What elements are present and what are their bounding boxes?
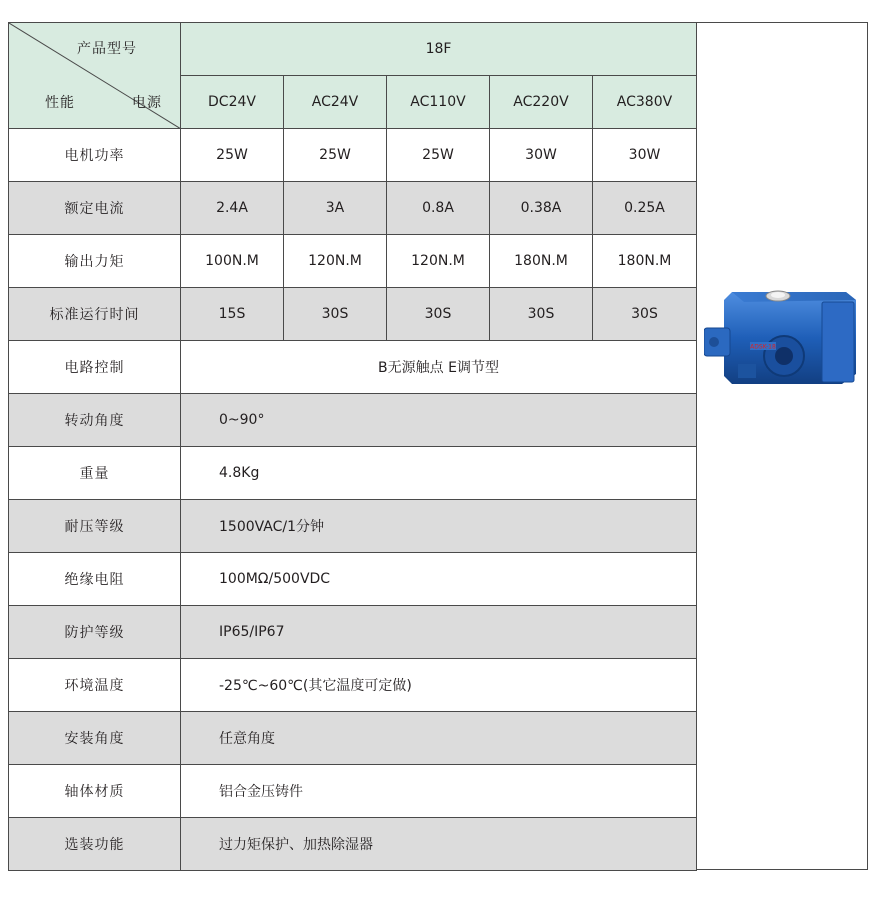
table-row xyxy=(9,553,697,606)
row-label: 选装功能 xyxy=(9,818,181,871)
table-cell: 30W xyxy=(490,129,593,182)
table-row xyxy=(9,288,697,341)
table-cell: 120N.M xyxy=(284,235,387,288)
table-row xyxy=(9,606,697,659)
table-row xyxy=(9,765,697,818)
handwheel-hub xyxy=(775,347,793,365)
row-label: 绝缘电阻 xyxy=(9,553,181,606)
header-row-model xyxy=(9,23,697,76)
table-cell: 100N.M xyxy=(181,235,284,288)
table-cell: 4.8Kg xyxy=(181,447,697,500)
power-source-ac380v: AC380V xyxy=(593,76,697,129)
table-row xyxy=(9,818,697,871)
actuator-end-cover xyxy=(822,302,854,382)
table-cell: 1500VAC/1分钟 xyxy=(181,500,697,553)
power-source-ac110v: AC110V xyxy=(387,76,490,129)
power-source-dc24v: DC24V xyxy=(181,76,284,129)
table-cell: 30W xyxy=(593,129,697,182)
row-label: 输出力矩 xyxy=(9,235,181,288)
row-label: 防护等级 xyxy=(9,606,181,659)
table-cell: IP65/IP67 xyxy=(181,606,697,659)
table-row xyxy=(9,447,697,500)
row-label: 轴体材质 xyxy=(9,765,181,818)
table-row xyxy=(9,712,697,765)
header-diagonal-cell xyxy=(9,23,181,129)
table-cell: 3A xyxy=(284,182,387,235)
spec-table xyxy=(8,22,697,871)
table-cell: 0.8A xyxy=(387,182,490,235)
table-cell: 铝合金压铸件 xyxy=(181,765,697,818)
table-cell: -25℃~60℃(其它温度可定做) xyxy=(181,659,697,712)
table-row xyxy=(9,500,697,553)
table-cell: 任意角度 xyxy=(181,712,697,765)
table-cell: 15S xyxy=(181,288,284,341)
performance-label: 性能 xyxy=(45,95,75,111)
row-label: 耐压等级 xyxy=(9,500,181,553)
table-row xyxy=(9,235,697,288)
table-cell: 25W xyxy=(181,129,284,182)
table-cell: 30S xyxy=(593,288,697,341)
power-source-ac220v: AC220V xyxy=(490,76,593,129)
row-label: 额定电流 xyxy=(9,182,181,235)
model-label: 产品型号 xyxy=(77,41,137,57)
row-label: 电路控制 xyxy=(9,341,181,394)
row-label: 转动角度 xyxy=(9,394,181,447)
cable-entry xyxy=(709,337,719,347)
indicator-window xyxy=(771,292,785,298)
table-row xyxy=(9,182,697,235)
electric-actuator-image xyxy=(704,284,860,386)
table-row xyxy=(9,129,697,182)
table-cell: 0.25A xyxy=(593,182,697,235)
table-row xyxy=(9,394,697,447)
table-cell: B无源触点 E调节型 xyxy=(181,341,697,394)
row-label: 电机功率 xyxy=(9,129,181,182)
table-cell: 25W xyxy=(387,129,490,182)
model-value: 18F xyxy=(181,23,697,76)
table-cell: 25W xyxy=(284,129,387,182)
power-label: 电源 xyxy=(132,95,162,111)
table-cell: 180N.M xyxy=(593,235,697,288)
table-row xyxy=(9,341,697,394)
nameplate-text: ADSK-18 xyxy=(750,343,776,351)
table-cell: 180N.M xyxy=(490,235,593,288)
row-label: 标准运行时间 xyxy=(9,288,181,341)
table-cell: 100MΩ/500VDC xyxy=(181,553,697,606)
row-label: 环境温度 xyxy=(9,659,181,712)
table-cell: 0~90° xyxy=(181,394,697,447)
mounting-flange xyxy=(738,364,756,378)
power-source-ac24v: AC24V xyxy=(284,76,387,129)
table-cell: 30S xyxy=(387,288,490,341)
table-cell: 0.38A xyxy=(490,182,593,235)
row-label: 重量 xyxy=(9,447,181,500)
table-cell: 30S xyxy=(284,288,387,341)
table-cell: 30S xyxy=(490,288,593,341)
table-cell: 120N.M xyxy=(387,235,490,288)
table-row xyxy=(9,659,697,712)
table-cell: 过力矩保护、加热除湿器 xyxy=(181,818,697,871)
table-cell: 2.4A xyxy=(181,182,284,235)
row-label: 安装角度 xyxy=(9,712,181,765)
